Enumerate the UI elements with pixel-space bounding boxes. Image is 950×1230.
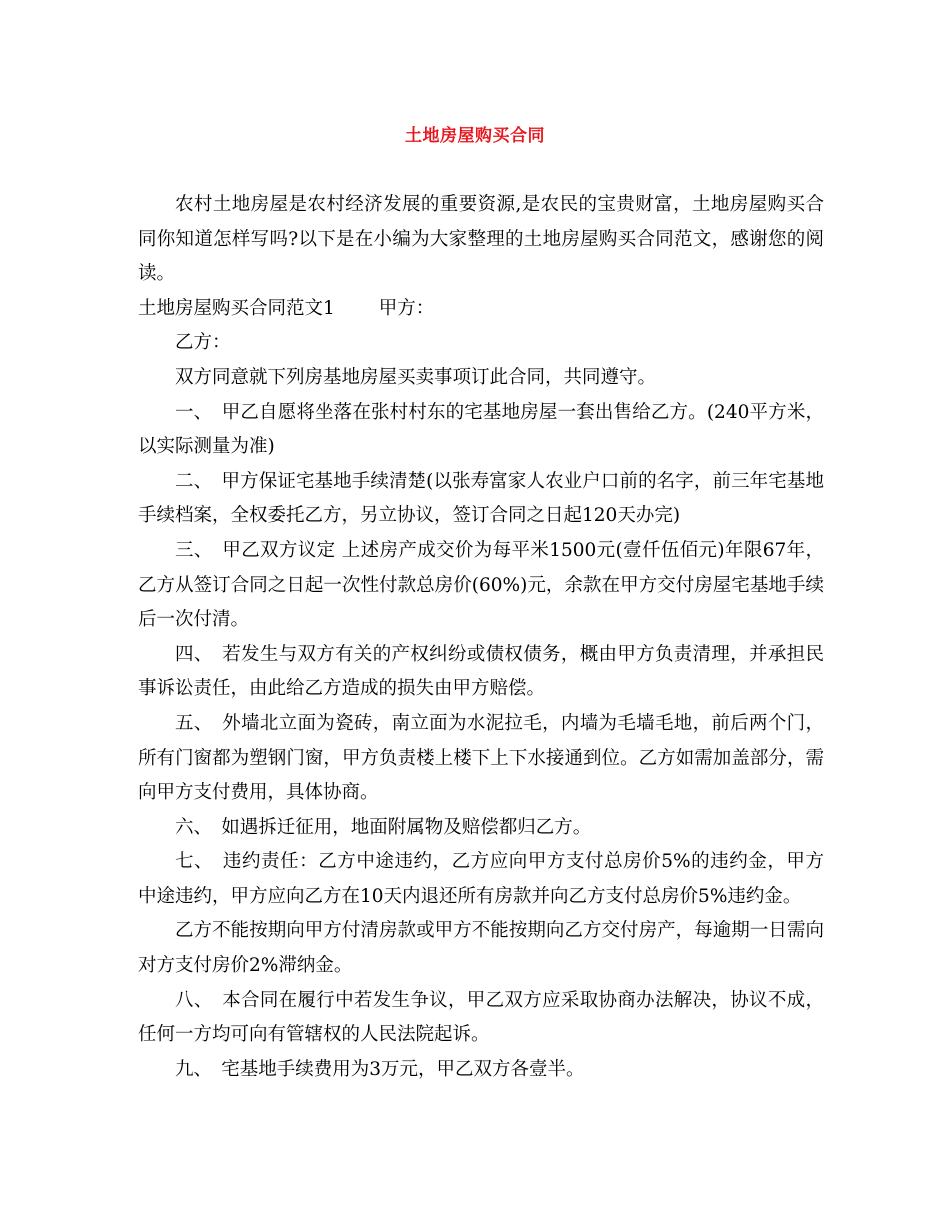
- clause-7-continuation: 乙方不能按期向甲方付清房款或甲方不能按期向乙方交付房产，每逾期一日需向对方支付房价2%滞纳金。: [138, 920, 824, 977]
- sample-heading: 土地房屋购买合同范文1: [138, 297, 335, 319]
- party-b-label: 乙方：: [175, 332, 231, 354]
- clause-8: 八、 本合同在履行中若发生争议，甲乙双方应采取协商办法解决，协议不成，任何一方均可向有管辖权的人民法院起诉。: [138, 989, 824, 1046]
- document-title: 土地房屋购买合同: [405, 126, 545, 146]
- clause-1: 一、 甲乙自愿将坐落在张村村东的宅基地房屋一套出售给乙方。(240平方米，以实际测量为准): [138, 401, 824, 458]
- clause-5: 五、 外墙北立面为瓷砖，南立面为水泥拉毛，内墙为毛墙毛地，前后两个门，所有门窗都为塑钢门窗，甲方负责楼上楼下上下水接通到位。乙方如需加盖部分，需向甲方支付费用，具体协商。: [138, 712, 824, 804]
- clause-7: 七、 违约责任：乙方中途违约，乙方应向甲方支付总房价5%的违约金，甲方中途违约，甲方应向乙方在10天内退还所有房款并向乙方支付总房价5%违约金。: [138, 851, 824, 907]
- clause-4: 四、 若发生与双方有关的产权纠纷或债权债务，概由甲方负责清理，并承担民事诉讼责任，由此给乙方造成的损失由甲方赔偿。: [138, 643, 824, 700]
- clause-6: 六、 如遇拆迁征用，地面附属物及赔偿都归乙方。: [175, 816, 592, 838]
- clause-3: 三、 甲乙双方议定 上述房产成交价为每平米1500元(壹仟伍佰元)年限67年，乙方从签订合同之日起一次性付款总房价(60%)元，余款在甲方交付房屋宅基地手续后一次付清。: [138, 539, 824, 631]
- sample-heading-line: [138, 292, 824, 327]
- intro-paragraph: 农村土地房屋是农村经济发展的重要资源,是农民的宝贵财富，土地房屋购买合同你知道怎样写吗?以下是在小编为大家整理的土地房屋购买合同范文，感谢您的阅读。: [138, 194, 824, 285]
- clause-9: 九、 宅基地手续费用为3万元，甲乙双方各壹半。: [175, 1058, 585, 1080]
- clause-2: 二、 甲方保证宅基地手续清楚(以张寿富家人农业户口前的名字，前三年宅基地手续档案，全权委托乙方，另立协议，签订合同之日起120天办完): [138, 470, 824, 527]
- agreement-statement: 双方同意就下列房基地房屋买卖事项订此合同，共同遵守。: [175, 366, 657, 388]
- party-a-label: 甲方：: [378, 297, 435, 319]
- document-body: [138, 188, 824, 1087]
